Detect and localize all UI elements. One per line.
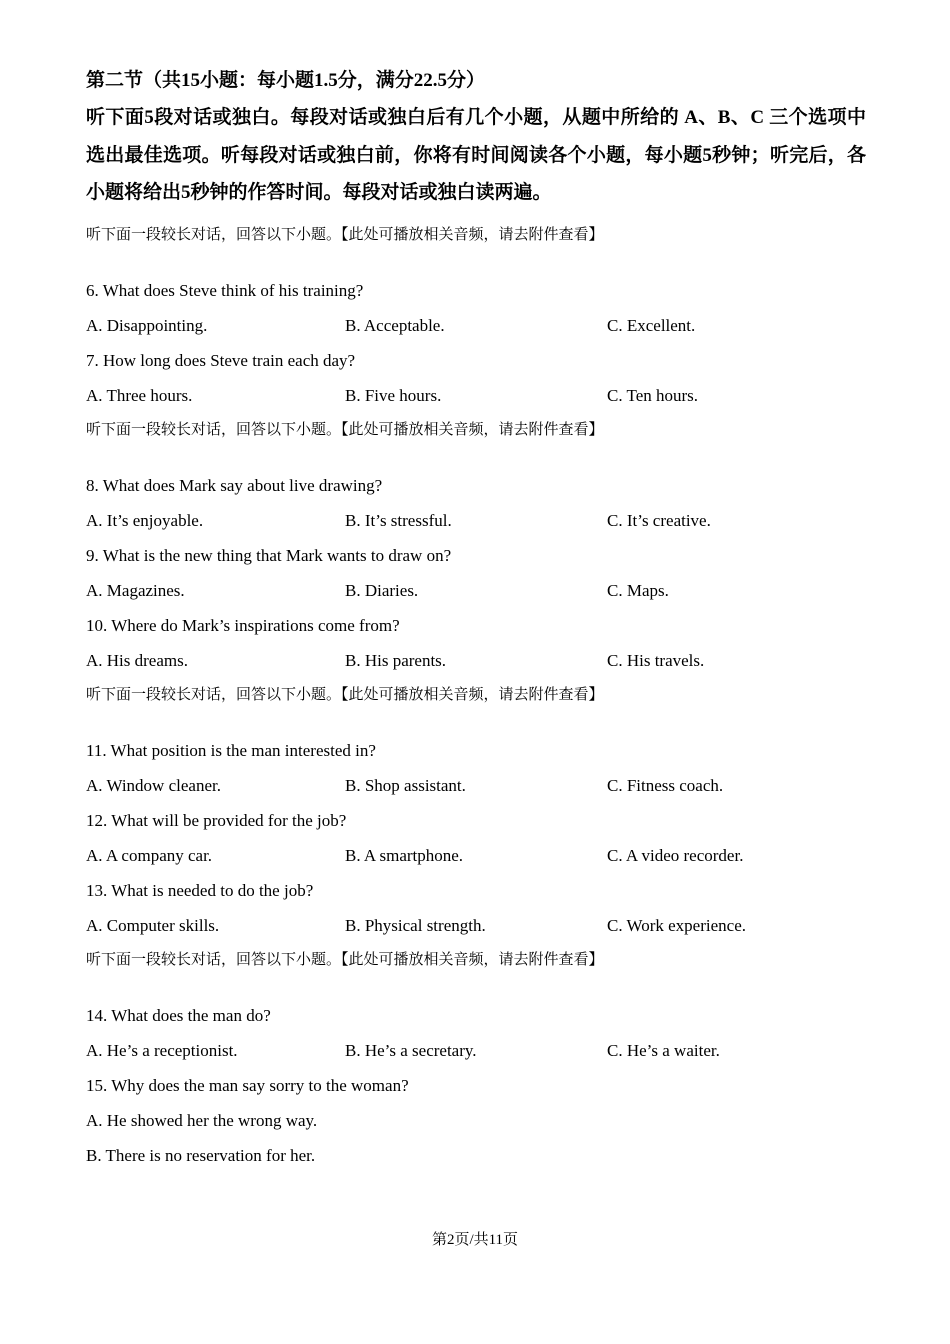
options-row (86, 1040, 866, 1062)
page-footer: 第2页/共11页 (431, 1232, 519, 1248)
options-row (86, 915, 866, 937)
options-row (86, 845, 866, 867)
question-text: 15. Why does the man say sorry to the woman? (86, 1075, 409, 1095)
option-a: A. A company car. (86, 845, 213, 865)
option-b: B. Acceptable. (345, 315, 445, 335)
option-b: B. His parents. (345, 650, 447, 670)
option-b: B. He’s a secretary. (345, 1040, 477, 1060)
option-c: C. Ten hours. (607, 385, 699, 405)
options-row (86, 650, 866, 672)
option-a: A. Three hours. (86, 385, 193, 405)
question-group (86, 280, 866, 407)
question-text: 8. What does Mark say about live drawing? (86, 475, 383, 495)
question-text: 12. What will be provided for the job? (86, 810, 347, 830)
option-a: A. He showed her the wrong way. (86, 1110, 318, 1130)
option-b: B. Physical strength. (345, 915, 486, 935)
option-a: A. Computer skills. (86, 915, 220, 935)
option-c: C. It’s creative. (607, 510, 711, 530)
section-heading: 第二节（共15小题：每小题1.5分，满分22.5分） (86, 70, 486, 91)
question-group (86, 740, 866, 937)
option-b: B. Shop assistant. (345, 775, 466, 795)
options-row (86, 315, 866, 337)
option-c: C. Fitness coach. (607, 775, 724, 795)
question-text: 14. What does the man do? (86, 1005, 271, 1025)
option-b: B. Diaries. (345, 580, 419, 600)
section-instructions: 听下面5段对话或独白。每段对话或独白后有几个小题，从题中所给的 A、B、C 三个选项中选出最佳选项。听每段对话或独白前，你将有时间阅读各个小题，每小题5秒钟；听完后，各小题将给出5秒钟的作答时间。每段对话或独白读两遍。 (86, 107, 866, 203)
option-b: B. There is no reservation for her. (86, 1145, 316, 1165)
audio-note: 听下面一段较长对话，回答以下小题。【此处可播放相关音频，请去附件查看】 (86, 686, 604, 703)
option-a: A. Window cleaner. (86, 775, 221, 795)
options-row (86, 385, 866, 407)
audio-note: 听下面一段较长对话，回答以下小题。【此处可播放相关音频，请去附件查看】 (86, 421, 604, 438)
option-b: B. It’s stressful. (345, 510, 452, 530)
option-a: A. It’s enjoyable. (86, 510, 204, 530)
option-a: A. He’s a receptionist. (86, 1040, 238, 1060)
audio-note: 听下面一段较长对话，回答以下小题。【此处可播放相关音频，请去附件查看】 (86, 226, 604, 243)
question-group (86, 475, 866, 672)
option-b: B. A smartphone. (345, 845, 464, 865)
question-group (86, 1005, 866, 1167)
option-a: A. Magazines. (86, 580, 185, 600)
options-row (86, 580, 866, 602)
options-row (86, 775, 866, 797)
question-text: 13. What is needed to do the job? (86, 880, 314, 900)
option-c: C. A video recorder. (607, 845, 744, 865)
question-text: 10. Where do Mark’s inspirations come from? (86, 615, 400, 635)
option-a: A. His dreams. (86, 650, 188, 670)
audio-note: 听下面一段较长对话，回答以下小题。【此处可播放相关音频，请去附件查看】 (86, 951, 604, 968)
option-c: C. Excellent. (607, 315, 696, 335)
option-c: C. He’s a waiter. (607, 1040, 720, 1060)
option-c: C. Work experience. (607, 915, 746, 935)
question-text: 7. How long does Steve train each day? (86, 350, 356, 370)
option-b: B. Five hours. (345, 385, 442, 405)
option-c: C. His travels. (607, 650, 705, 670)
options-row (86, 510, 866, 532)
question-text: 9. What is the new thing that Mark wants to draw on? (86, 545, 452, 565)
question-text: 6. What does Steve think of his training? (86, 280, 364, 300)
option-a: A. Disappointing. (86, 315, 208, 335)
question-text: 11. What position is the man interested in? (86, 740, 376, 760)
option-c: C. Maps. (607, 580, 669, 600)
